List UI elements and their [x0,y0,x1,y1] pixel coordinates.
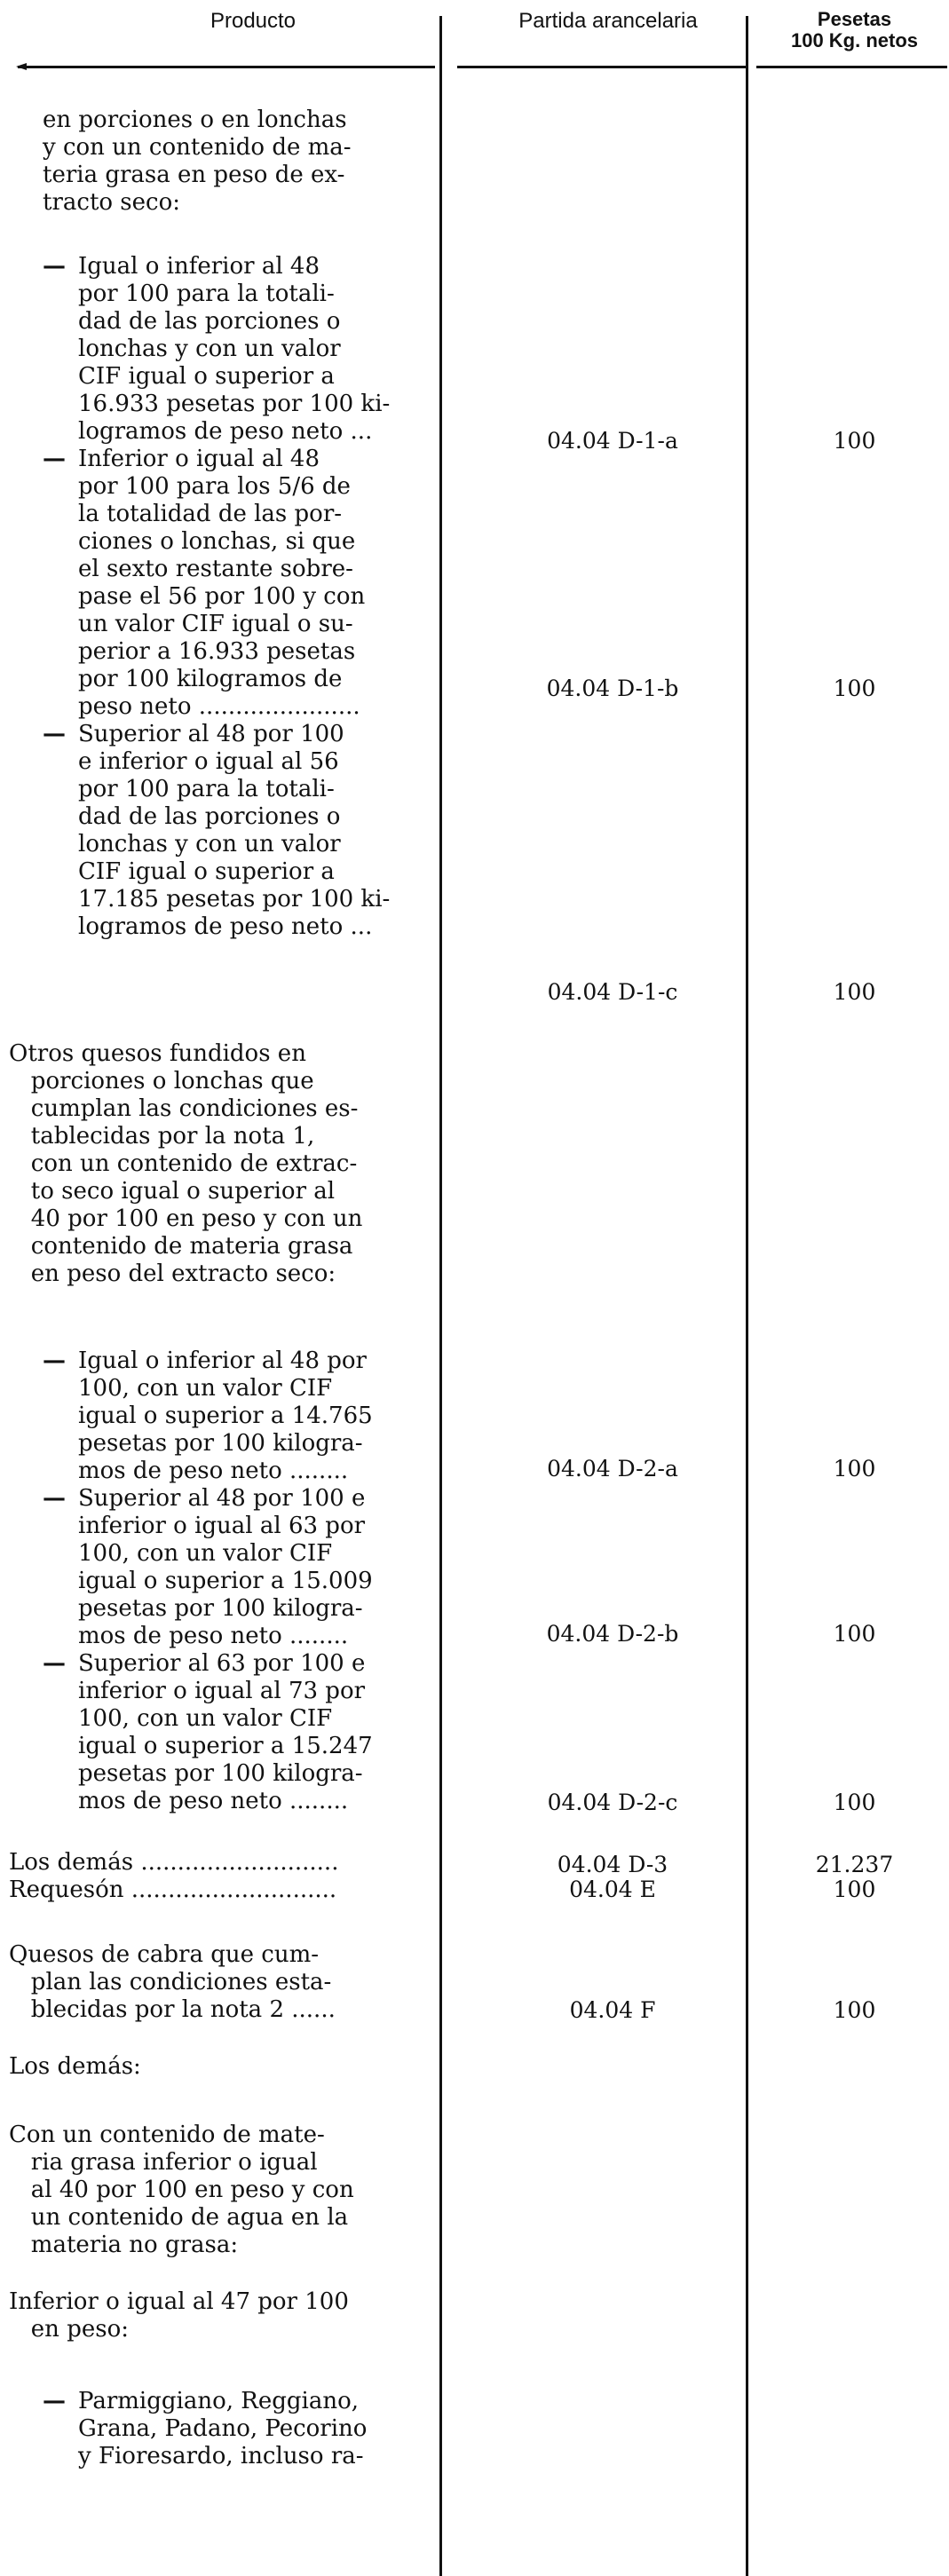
text-block [43,446,365,721]
text-line: Quesos de cabra que cum- [9,1941,320,1968]
text-line: plan las condiciones esta- [9,1969,332,1995]
header-pesetas-line1: Pesetas [817,8,892,30]
text-block [9,1040,362,1288]
text-line: Igual o inferior al 48 por [78,1347,367,1374]
text-line: 100, con un valor CIF [78,1540,333,1567]
text-line: CIF igual o superior a [78,858,335,885]
column-header-partida: Partida arancelaria [518,9,698,33]
text-line: cumplan las condiciones es- [9,1095,359,1122]
text-line: y con un contenido de ma- [43,134,352,161]
text-line: dad de las porciones o [78,803,341,830]
text-block [43,107,352,217]
text-line: materia no grasa: [9,2232,239,2258]
text-line: mos de peso neto ........ [78,1788,349,1814]
text-line: la totalidad de las por- [78,501,343,527]
text-line: ciones o lonchas, si que [78,528,356,555]
text-line: en peso: [9,2316,129,2343]
text-block [43,2388,367,2470]
text-line: mos de peso neto ........ [78,1623,349,1649]
text-line: Otros quesos fundidos en [9,1040,306,1067]
price-value: 100 [833,1997,876,2023]
tariff-code: 04.04 D-3 [557,1852,668,1877]
text-line: 100, con un valor CIF [78,1375,333,1402]
text-line: 40 por 100 en peso y con un [9,1205,363,1232]
text-line: 16.933 pesetas por 100 ki- [78,391,391,417]
text-block [9,2053,141,2081]
price-value: 100 [833,428,876,454]
text-block [9,1849,338,1877]
dash-bullet: — [43,253,66,280]
price-value: 100 [833,979,876,1005]
header-rule-1 [18,66,435,68]
tariff-code: 04.04 D-1-c [547,979,678,1005]
text-line: igual o superior a 15.009 [78,1568,373,1594]
text-line: CIF igual o superior a [78,363,335,390]
text-line: Superior al 48 por 100 [78,721,344,747]
text-line: tracto seco: [43,189,181,216]
text-line: Los demás: [9,2053,141,2080]
text-line: en porciones o en lonchas [43,107,347,133]
text-line: igual o superior a 14.765 [78,1403,373,1429]
text-block [9,2288,349,2343]
text-line: Requesón ............................ [9,1877,337,1903]
text-line: un contenido de agua en la [9,2204,349,2231]
text-line: Igual o inferior al 48 [78,253,320,280]
text-line: Superior al 63 por 100 e [78,1650,366,1677]
text-line: igual o superior a 15.247 [78,1733,373,1759]
text-line: Grana, Padano, Pecorino [78,2415,368,2442]
text-line: Inferior o igual al 48 [78,446,320,472]
dash-bullet: — [43,2388,66,2414]
text-line: Los demás ........................... [9,1849,339,1876]
text-line: contenido de materia grasa [9,1233,353,1260]
text-line: pase el 56 por 100 y con [78,583,366,610]
column-divider-1 [439,16,442,2576]
tariff-code: 04.04 D-2-a [547,1456,678,1482]
text-line: Con un contenido de mate- [9,2122,325,2148]
text-line: por 100 para la totali- [78,776,335,802]
text-line: por 100 para los 5/6 de [78,473,351,500]
header-rule-arrow [16,63,27,70]
text-line: y Fioresardo, incluso ra- [78,2443,364,2469]
dash-bullet: — [43,446,66,472]
text-line: inferior o igual al 73 por [78,1678,366,1704]
text-line: pesetas por 100 kilogra- [78,1760,363,1787]
text-block [9,1877,336,1904]
price-value: 100 [833,1877,876,1902]
text-line: teria grasa en peso de ex- [43,162,345,188]
tariff-code: 04.04 D-1-b [546,676,679,701]
text-line: tablecidas por la nota 1, [9,1123,315,1150]
tariff-code: 04.04 D-1-a [547,428,678,454]
tariff-code: 04.04 D-2-c [547,1790,678,1815]
text-line: 100, con un valor CIF [78,1705,333,1732]
header-rule-3 [756,66,947,68]
text-line: to seco igual o superior al [9,1178,336,1205]
text-line: mos de peso neto ........ [78,1458,349,1484]
text-line: un valor CIF igual o su- [78,611,353,637]
text-line: ria grasa inferior o igual [9,2149,318,2176]
text-line: por 100 para la totali- [78,281,335,307]
price-value: 100 [833,1790,876,1815]
text-line: pesetas por 100 kilogra- [78,1595,363,1622]
dash-bullet: — [43,721,66,747]
text-line: Inferior o igual al 47 por 100 [9,2288,349,2315]
column-header-pesetas [763,9,945,51]
header-rule-2 [457,66,746,68]
column-header-producto: Producto [210,9,297,33]
dash-bullet: — [43,1347,66,1374]
text-line: lonchas y con un valor [78,831,341,857]
header-pesetas-line2: 100 Kg. netos [790,29,919,51]
text-line: peso neto ...................... [78,693,360,720]
text-line: blecidas por la nota 2 ...... [9,1996,336,2023]
text-line: perior a 16.933 pesetas [78,638,356,665]
price-value: 21.237 [815,1852,894,1877]
text-line: en peso del extracto seco: [9,1260,336,1287]
text-line: logramos de peso neto ... [78,418,373,445]
tariff-code: 04.04 E [569,1877,656,1902]
column-divider-2 [746,16,748,2576]
price-value: 100 [833,676,876,701]
text-block [43,1347,373,1485]
text-line: dad de las porciones o [78,308,341,335]
text-block [9,1941,336,2024]
dash-bullet: — [43,1485,66,1512]
text-line: logramos de peso neto ... [78,913,373,940]
text-line: 17.185 pesetas por 100 ki- [78,886,391,913]
text-line: e inferior o igual al 56 [78,748,339,775]
text-line: el sexto restante sobre- [78,556,353,582]
text-line: con un contenido de extrac- [9,1150,358,1177]
text-block [43,721,390,941]
text-block [43,1650,373,1815]
price-value: 100 [833,1621,876,1647]
text-line: Parmiggiano, Reggiano, [78,2388,359,2414]
text-line: pesetas por 100 kilogra- [78,1430,363,1457]
text-block [43,253,390,446]
text-line: inferior o igual al 63 por [78,1513,366,1539]
text-block [43,1485,373,1650]
text-block [9,2122,354,2259]
text-line: porciones o lonchas que [9,1068,314,1094]
text-line: Superior al 48 por 100 e [78,1485,366,1512]
tariff-code: 04.04 F [569,1997,656,2023]
text-line: por 100 kilogramos de [78,666,343,692]
dash-bullet: — [43,1650,66,1677]
tariff-code: 04.04 D-2-b [546,1621,679,1647]
text-line: al 40 por 100 en peso y con [9,2177,354,2203]
price-value: 100 [833,1456,876,1482]
text-line: lonchas y con un valor [78,336,341,362]
